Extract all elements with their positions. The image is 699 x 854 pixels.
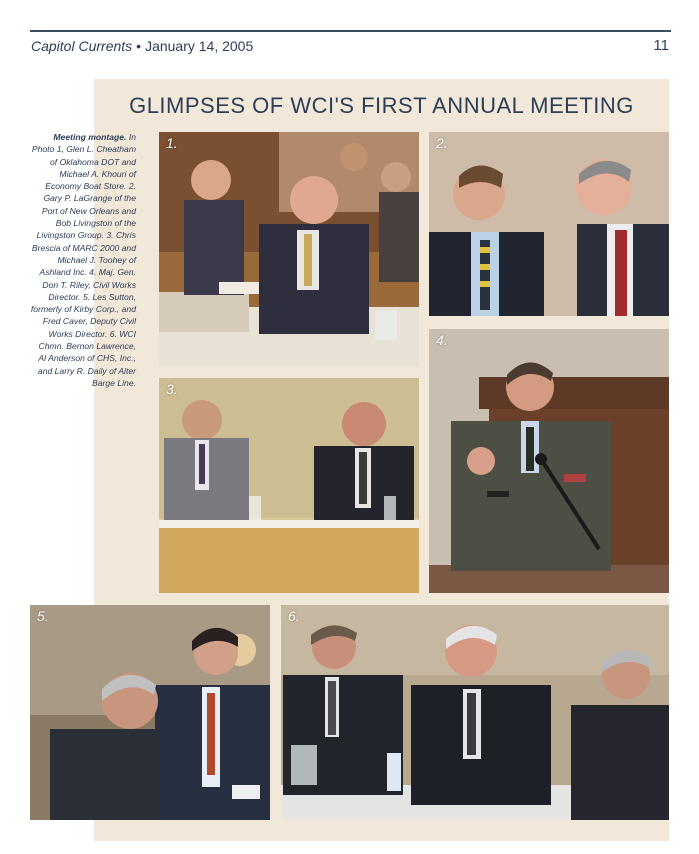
issue-date: January 14, 2005 <box>145 38 254 54</box>
photo-6-number: 6. <box>288 608 300 624</box>
photo-3-number: 3. <box>166 381 178 397</box>
photo-5-number: 5. <box>37 608 49 624</box>
article-title: GLIMPSES OF WCI'S FIRST ANNUAL MEETING <box>129 93 634 118</box>
running-header <box>31 38 253 54</box>
photo-1-number: 1. <box>166 135 178 151</box>
publication-name: Capitol Currents <box>31 38 133 54</box>
caption-lead: Meeting montage. <box>53 132 127 142</box>
photo-2 <box>429 132 669 316</box>
photo-caption <box>30 131 136 389</box>
page-number: 11 <box>653 37 669 54</box>
header-rule <box>30 30 671 32</box>
caption-body: In Photo 1, Glen L. Cheatham of Oklahoma DOT and Michael A. Khouri of Economy Boat Store. 2. Gary P. LaGrange of the Port of New Orleans and Bob Livingston of the Livingston Group. 3. Chris Brescia of MARC 2000 and Michael J. Toohey of Ashland Inc. 4. Maj. Gen. Don T. Riley, Civil Works Director. 5. Les Sutton, formerly of Kirby Corp., and Fred Caver, Deputy Civil Works Director. 6. WCI Chmn. Bernon Lawrence, Al Anderson of CHS, Inc., and Larry R. Daily of Alter Barge Line. <box>30 132 136 388</box>
photo-4-number: 4. <box>436 332 448 348</box>
photo-4 <box>429 329 669 593</box>
photo-1 <box>159 132 419 366</box>
photo-5 <box>30 605 270 820</box>
photo-2-number: 2. <box>436 135 448 151</box>
photo-6 <box>281 605 669 820</box>
photo-3 <box>159 378 419 593</box>
header-separator: • <box>136 38 142 54</box>
